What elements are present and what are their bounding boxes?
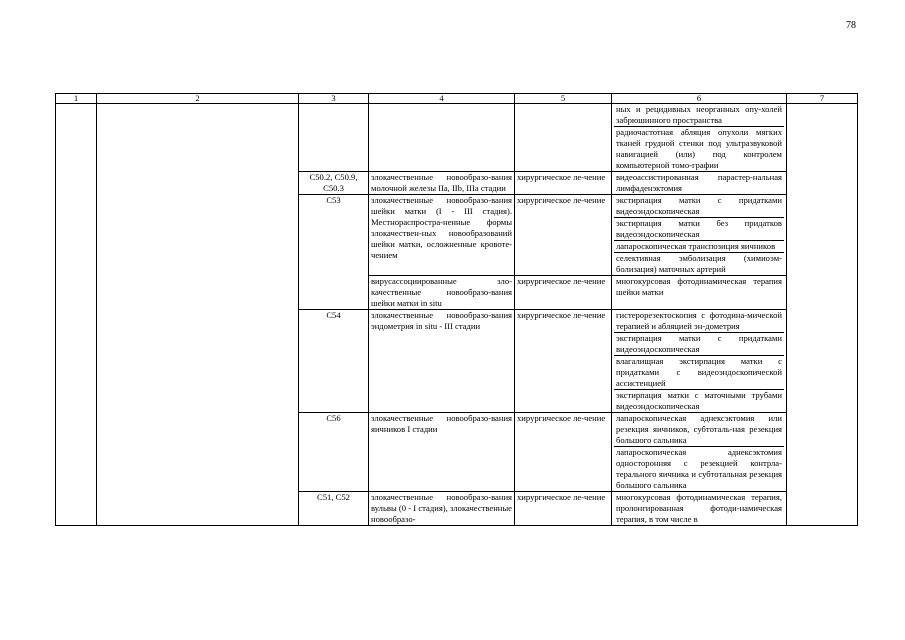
treatment-cell: хирургическое ле-чение [515, 310, 612, 413]
column-header: 6 [612, 94, 787, 104]
treatment-cell: хирургическое ле-чение [515, 492, 612, 526]
code-cell: C56 [299, 413, 369, 492]
method-item: экстирпация матки с придатками видеоэндоскопическая [616, 195, 782, 216]
method-item: экстирпация матки без придатков видеоэндоскопическая [616, 218, 782, 239]
cell-col2 [97, 104, 299, 526]
diagnosis-cell: злокачественные новообразо-вания шейки матки (I - III стадия). Местнораспростра-ненные формы злокачествен-ных новообразований шейки матки, осложненные кровоте-чением [369, 195, 515, 276]
header-row [56, 94, 858, 104]
table-row [56, 104, 858, 172]
column-header: 3 [299, 94, 369, 104]
cell-col1 [56, 104, 97, 526]
treatment-cell: хирургическое ле-чение [515, 172, 612, 195]
column-header: 7 [787, 94, 858, 104]
method-item: лапароскопическая транспозиция яичников [614, 241, 784, 253]
cell-col7 [787, 104, 858, 526]
code-cell: C51, C52 [299, 492, 369, 526]
methods-cell [612, 172, 787, 195]
diagnosis-cell: злокачественные новообразо-вания молочной железы IIa, IIb, IIIa стадии [369, 172, 515, 195]
methods-cell [612, 310, 787, 413]
diagnosis-cell: вирусассоциированные зло-качественные новообразо-вания шейки матки in situ [369, 276, 515, 310]
treatment-cell: хирургическое ле-чение [515, 276, 612, 310]
methods-cell [612, 413, 787, 492]
treatment-cell: хирургическое ле-чение [515, 195, 612, 276]
column-header: 5 [515, 94, 612, 104]
method-item: экстирпация матки с придатками видеоэндоскопическая [616, 333, 782, 354]
code-cell: C50.2, C50.9, C50.3 [299, 172, 369, 195]
method-item: радиочастотная абляция опухоли мягких тканей грудной стенки под ультразвуковой навигацией (или) под контролем компьютерной томо-графии [616, 127, 782, 170]
diagnosis-cell: злокачественные новообразо-вания эндометрия in situ - III стадии [369, 310, 515, 413]
method-item: гистерорезектоскопия с фотодина-мической терапией и абляцией эн-дометрия [616, 310, 782, 331]
method-item: многокурсовая фотодинамическая терапия шейки матки [616, 276, 782, 297]
code-cell: C54 [299, 310, 369, 413]
page-number: 78 [846, 20, 856, 31]
methods-cell [612, 104, 787, 172]
method-item: влагалищная экстирпация матки с придатками с видеоэндоскопической ассистенцией [616, 356, 782, 388]
methods-cell [612, 492, 787, 526]
document-table [55, 93, 858, 526]
code-cell: C53 [299, 195, 369, 310]
method-item: ных и рецидивных неорганных опу-холей забрюшинного пространства [616, 104, 782, 125]
diagnosis-cell [369, 104, 515, 172]
methods-cell [612, 195, 787, 276]
column-header: 4 [369, 94, 515, 104]
method-item: селективная эмболизация (химиоэм-болизация) маточных артерий [616, 253, 782, 274]
method-item: многокурсовая фотодинамическая терапия, пролонгированная фотоди-намическая терапия, в том числе в [616, 492, 782, 524]
method-item: лапароскопическая аднексэктомия односторонняя с резекцией контрла-терального яичника и субтотальная резекция большого сальника [616, 447, 782, 490]
method-item: видеоассистированная парастер-нальная лимфаденэктомия [616, 172, 782, 193]
diagnosis-cell: злокачественные новообразо-вания вульвы (0 - I стадия), злокачественные новообразо- [369, 492, 515, 526]
method-item: лапароскопическая аднексэктомия или резекция яичников, субтоталь-ная резекция большого сальника [616, 413, 782, 445]
treatment-cell [515, 104, 612, 172]
column-header: 2 [97, 94, 299, 104]
methods-cell [612, 276, 787, 310]
diagnosis-cell: злокачественные новообразо-вания яичников I стадии [369, 413, 515, 492]
code-cell [299, 104, 369, 172]
treatment-cell: хирургическое ле-чение [515, 413, 612, 492]
column-header: 1 [56, 94, 97, 104]
method-item: экстирпация матки с маточными трубами видеоэндоскопическая [616, 390, 782, 411]
